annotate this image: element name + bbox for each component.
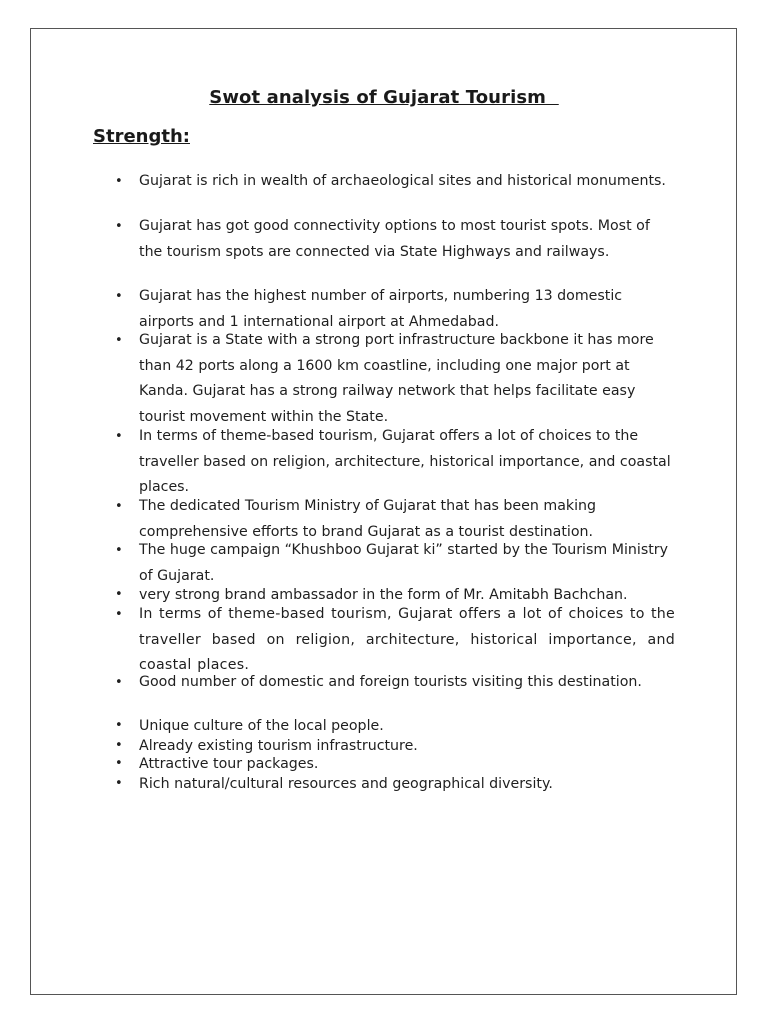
list-item: • Unique culture of the local people. <box>139 716 675 736</box>
list-item: • very strong brand ambassador in the form of Mr. Amitabh Bachchan. <box>139 585 675 605</box>
list-item: • Gujarat is a State with a strong port infrastructure backbone it has more than 42 ports along a 1600 km coastline, including one major port at Kanda. Gujarat has a strong railway network that helps facilitate easy tourist movement within the State. <box>139 328 675 430</box>
list-item: • In terms of theme-based tourism, Gujarat offers a lot of choices to the traveller based on religion, architecture, historical importance, and coastal places. <box>139 602 675 679</box>
list-item: • Good number of domestic and foreign tourists visiting this destination. <box>139 670 675 696</box>
list-item: • The huge campaign “Khushboo Gujarat ki” started by the Tourism Ministry of Gujarat. <box>139 538 675 589</box>
list-item: • Rich natural/cultural resources and geographical diversity. <box>139 774 675 794</box>
section-heading-strength: Strength: <box>93 126 190 147</box>
list-item: • Already existing tourism infrastructure. <box>139 736 675 756</box>
list-item: • Attractive tour packages. <box>139 754 675 774</box>
list-item: • In terms of theme-based tourism, Gujarat offers a lot of choices to the traveller based on religion, architecture, historical importance, and coastal places. <box>139 424 675 501</box>
list-item: • Gujarat has the highest number of airports, numbering 13 domestic airports and 1 international airport at Ahmedabad. <box>139 284 675 335</box>
list-item: • Gujarat is rich in wealth of archaeological sites and historical monuments. <box>139 169 675 195</box>
list-item: • Gujarat has got good connectivity options to most tourist spots. Most of the tourism spots are connected via State Highways and railways. <box>139 214 675 265</box>
document-title: Swot analysis of Gujarat Tourism <box>209 87 559 108</box>
list-item: • The dedicated Tourism Ministry of Gujarat that has been making comprehensive efforts to brand Gujarat as a tourist destination. <box>139 494 675 545</box>
